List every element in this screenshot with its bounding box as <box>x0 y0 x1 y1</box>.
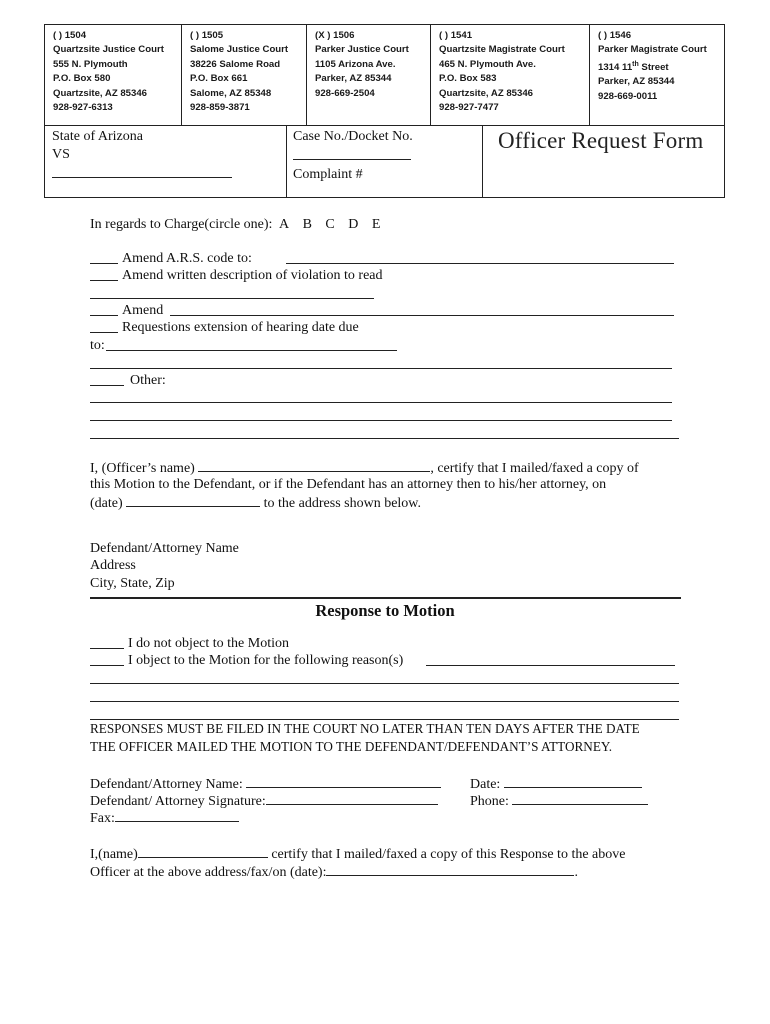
other-line-2[interactable] <box>90 420 672 421</box>
court-phone: 928-669-2504 <box>315 87 375 99</box>
court-po-box: P.O. Box 580 <box>53 73 111 85</box>
phone-field[interactable] <box>512 791 648 805</box>
amend-written-check[interactable] <box>90 280 118 281</box>
cert-date-label: Officer at the above address/fax/on (date): <box>90 865 327 880</box>
other-check[interactable] <box>90 385 124 386</box>
object-reason-line-1[interactable] <box>90 683 679 684</box>
charge-option-d[interactable]: D <box>348 217 359 232</box>
street-number: 1314 11 <box>598 62 633 73</box>
court-name: Parker Justice Court <box>315 44 409 56</box>
court-salome-justice[interactable] <box>182 25 307 125</box>
charge-label: In regards to Charge(circle one): <box>90 217 273 232</box>
court-phone: 928-927-6313 <box>53 102 113 114</box>
no-object-check[interactable] <box>90 648 124 649</box>
cert-period: . <box>574 865 578 880</box>
cert-date-field[interactable] <box>326 862 574 876</box>
court-checkbox-label[interactable]: (X ) 1506 <box>315 30 355 41</box>
form-title-cell <box>483 125 724 197</box>
object-reason-line-2[interactable] <box>90 701 679 702</box>
signature-field[interactable] <box>266 791 438 805</box>
case-parties <box>45 125 287 197</box>
defendant-address-label: Address <box>90 558 136 573</box>
object-label: I object to the Motion for the following reason(s) <box>128 653 404 668</box>
court-city: Parker, AZ 85344 <box>315 73 392 85</box>
court-checkbox-label[interactable]: ( ) 1505 <box>190 30 224 41</box>
court-street: 1105 Arizona Ave. <box>315 58 396 70</box>
court-street <box>598 58 724 76</box>
court-city: Quartzsite, AZ 85346 <box>439 87 534 99</box>
extension-label: Requestions extension of hearing date due <box>122 320 359 335</box>
amend-ars-label: Amend A.R.S. code to: <box>122 251 252 266</box>
attorney-name-field[interactable] <box>246 774 441 788</box>
case-info-row <box>44 125 725 198</box>
court-checkbox-label[interactable]: ( ) 1504 <box>53 30 87 41</box>
court-selection-table <box>44 24 725 126</box>
phone-label: Phone: <box>470 794 509 809</box>
court-city: Salome, AZ 85348 <box>190 87 272 99</box>
response-cert-line-1 <box>90 844 625 863</box>
court-quartzsite-magistrate[interactable] <box>431 25 590 125</box>
docket-field[interactable] <box>293 146 482 166</box>
cert-name-label: I,(name) <box>90 847 138 862</box>
court-name: Quartzsite Justice Court <box>53 44 164 56</box>
address-below-text: to the address shown below. <box>263 496 421 511</box>
filing-notice-line-2: THE OFFICER MAILED THE MOTION TO THE DEFENDANT/DEFENDANT’S ATTORNEY. <box>90 739 613 754</box>
amend-field[interactable] <box>170 315 674 316</box>
attorney-name-label: Defendant/Attorney Name: <box>90 777 243 792</box>
charge-option-c[interactable]: C <box>325 217 335 232</box>
case-numbers <box>287 125 483 197</box>
street-ordinal: th <box>632 60 639 68</box>
court-city: Quartzsite, AZ 85346 <box>53 87 148 99</box>
amend-check[interactable] <box>90 315 118 316</box>
court-phone: 928-669-0011 <box>598 90 658 102</box>
amend-ars-field[interactable] <box>286 263 674 264</box>
amend-label: Amend <box>122 303 164 318</box>
court-parker-justice[interactable] <box>307 25 431 125</box>
charge-option-e[interactable]: E <box>371 217 381 232</box>
court-quartzsite-justice[interactable] <box>45 25 182 125</box>
court-name: Salome Justice Court <box>190 44 289 56</box>
other-line-3[interactable] <box>90 438 679 439</box>
court-po-box: P.O. Box 583 <box>439 73 497 85</box>
response-cert-line-2 <box>90 862 578 881</box>
officer-name-field[interactable] <box>198 458 430 472</box>
court-city: Parker, AZ 85344 <box>598 76 675 88</box>
filing-notice-line-1: RESPONSES MUST BE FILED IN THE COURT NO LATER THAN TEN DAYS AFTER THE DATE <box>90 721 640 736</box>
court-checkbox-label[interactable]: ( ) 1541 <box>439 30 473 41</box>
response-heading: Response to Motion <box>315 601 455 620</box>
extension-to-label: to: <box>90 338 105 353</box>
complaint-field[interactable] <box>293 184 482 204</box>
section-divider <box>90 597 681 599</box>
court-parker-magistrate[interactable] <box>590 25 724 125</box>
officer-name-label: I, (Officer’s name) <box>90 461 195 476</box>
mail-date-field[interactable] <box>126 493 260 507</box>
extension-check[interactable] <box>90 332 118 333</box>
charge-selector <box>90 216 390 233</box>
certify-text: , certify that I mailed/faxed a copy of <box>430 461 639 476</box>
no-object-label: I do not object to the Motion <box>128 636 289 651</box>
phone-row <box>470 791 648 810</box>
court-phone: 928-859-3871 <box>190 102 250 114</box>
defendant-name-field[interactable] <box>52 164 286 184</box>
court-checkbox-label[interactable]: ( ) 1546 <box>598 30 632 41</box>
fax-row <box>90 808 239 827</box>
court-street: 465 N. Plymouth Ave. <box>439 58 536 70</box>
signature-label: Defendant/ Attorney Signature: <box>90 794 266 809</box>
defendant-name-label: Defendant/Attorney Name <box>90 541 239 556</box>
other-label: Other: <box>130 373 166 388</box>
cert-name-field[interactable] <box>138 844 268 858</box>
amend-written-field[interactable] <box>90 298 374 299</box>
response-date-field[interactable] <box>504 774 642 788</box>
vs-label: VS <box>52 147 70 162</box>
court-street: 555 N. Plymouth <box>53 58 128 70</box>
court-name: Parker Magistrate Court <box>598 44 707 56</box>
officer-certify-line-1 <box>90 458 639 477</box>
court-phone: 928-927-7477 <box>439 102 499 114</box>
extension-reason-line[interactable] <box>90 368 672 369</box>
defendant-city-label: City, State, Zip <box>90 576 175 591</box>
form-title: Officer Request Form <box>498 128 704 153</box>
charge-option-a[interactable]: A <box>278 217 290 232</box>
officer-certify-line-2: this Motion to the Defendant, or if the Defendant has an attorney then to his/her attorney, on <box>90 477 607 492</box>
court-name: Quartzsite Magistrate Court <box>439 44 565 56</box>
street-suffix: Street <box>638 62 669 73</box>
extension-date-field[interactable] <box>106 350 397 351</box>
amend-ars-check[interactable] <box>90 263 118 264</box>
object-reason-field[interactable] <box>426 665 675 666</box>
other-line-1[interactable] <box>90 402 672 403</box>
docket-label: Case No./Docket No. <box>293 129 413 144</box>
charge-option-b[interactable]: B <box>302 217 312 232</box>
object-check[interactable] <box>90 665 124 666</box>
officer-certify-line-3 <box>90 493 421 512</box>
date-label: (date) <box>90 496 123 511</box>
complaint-label: Complaint # <box>293 167 363 182</box>
court-street: 38226 Salome Road <box>190 58 281 70</box>
cert-text: certify that I mailed/faxed a copy of this Response to the above <box>271 847 626 862</box>
charge-options <box>279 216 391 233</box>
response-date-label: Date: <box>470 777 501 792</box>
court-po-box: P.O. Box 661 <box>190 73 248 85</box>
state-label: State of Arizona <box>52 129 143 144</box>
fax-field[interactable] <box>115 808 239 822</box>
amend-written-label: Amend written description of violation to read <box>122 268 383 283</box>
fax-label: Fax: <box>90 811 115 826</box>
